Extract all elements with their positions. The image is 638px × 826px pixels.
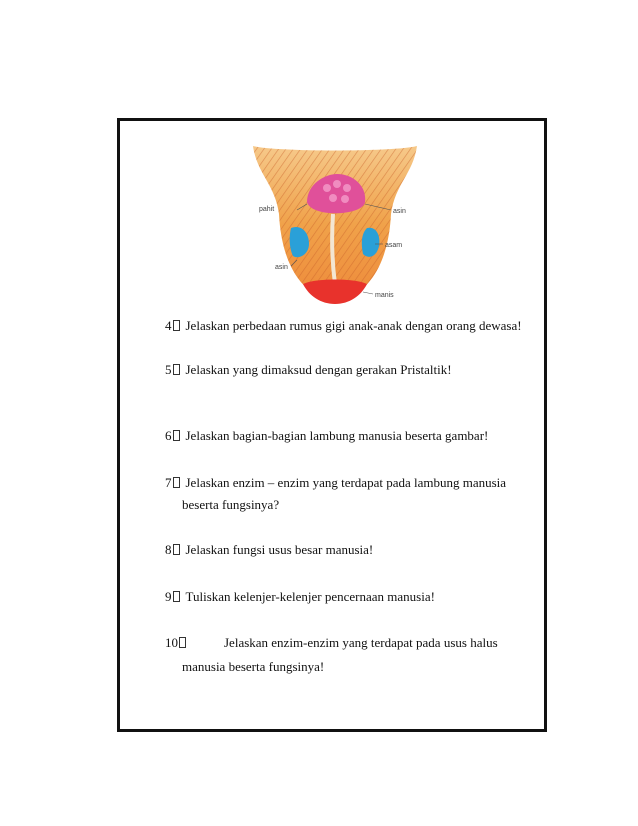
bullet-box-icon <box>173 430 180 441</box>
bullet-box-icon <box>173 477 180 488</box>
bullet-box-icon <box>173 364 180 375</box>
question-text: Jelaskan perbedaan rumus gigi anak-anak dengan orang dewasa! <box>185 318 522 333</box>
question-7 <box>165 475 506 490</box>
label-manis: manis <box>375 292 394 299</box>
question-8 <box>165 542 373 557</box>
question-text: Jelaskan enzim – enzim yang terdapat pada lambung manusia <box>185 475 507 490</box>
question-number: 10 <box>165 635 178 650</box>
label-asin-left: asin <box>275 264 288 271</box>
sweet-zone <box>303 280 367 305</box>
label-pahit: pahit <box>259 206 275 213</box>
question-text: Jelaskan bagian-bagian lambung manusia beserta gambar! <box>185 428 489 443</box>
question-7-continuation: beserta fungsinya? <box>182 497 280 512</box>
bullet-box-icon <box>179 637 186 648</box>
question-number: 6 <box>165 428 172 443</box>
question-10-continuation: manusia beserta fungsinya! <box>182 659 325 674</box>
question-10 <box>165 635 498 650</box>
question-9 <box>165 589 435 604</box>
question-number: 8 <box>165 542 172 557</box>
bullet-box-icon <box>173 320 180 331</box>
question-text: Jelaskan fungsi usus besar manusia! <box>185 542 374 557</box>
question-5 <box>165 362 452 377</box>
question-number: 4 <box>165 318 172 333</box>
question-number: 7 <box>165 475 172 490</box>
question-number: 9 <box>165 589 172 604</box>
question-text: Jelaskan yang dimaksud dengan gerakan Pristaltik! <box>185 362 452 377</box>
bullet-box-icon <box>173 544 180 555</box>
question-4 <box>165 318 522 333</box>
question-number: 5 <box>165 362 172 377</box>
label-asin-right: asin <box>393 208 406 215</box>
bullet-box-icon <box>173 591 180 602</box>
tongue-taste-map-figure <box>245 144 425 306</box>
question-text: Jelaskan enzim-enzim yang terdapat pada usus halus <box>224 635 498 650</box>
question-6 <box>165 428 488 443</box>
label-asam: asam <box>385 242 403 249</box>
question-text: Tuliskan kelenjer-kelenjer pencernaan manusia! <box>185 589 435 604</box>
